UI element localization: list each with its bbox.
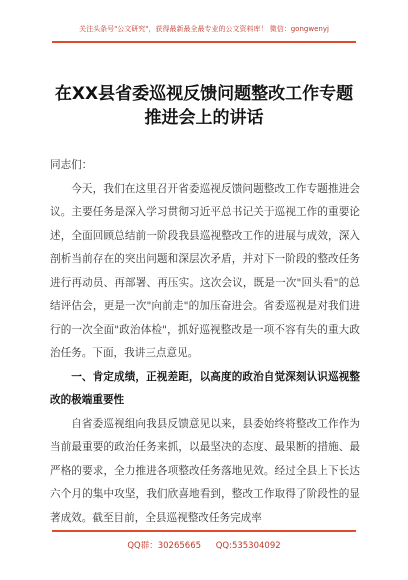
paragraph-intro: 今天，我们在这里召开省委巡视反馈问题整改工作专题推进会议。主要任务是深入学习贯彻习近平总书记关于巡视工作的重要论述，全面回顾总结前一阶段我县巡视整改工作的进展与成效，深入剖析当前存在的突出问题和深层次矛盾，并对下一阶段的整改任务进行再动员、再部署、再压实。这次会议，既是一次"回头看"的总结评估会，更是一次"向前走"的加压奋进会。省委巡视是对我们进行的一次全面"政治体检"，抓好巡视整改是一项不容有失的重大政治任务。下面，我讲三点意见。 (50, 182, 360, 359)
title-line-2: 推进会上的讲话 (144, 108, 264, 128)
footer-qq-group: QQ群：30265665 (127, 541, 202, 551)
title-line-1: 在XX县省委巡视反馈问题整改工作专题 (54, 84, 354, 104)
document-title (40, 82, 368, 130)
document-body (50, 148, 360, 530)
header-banner: 关注头条号"公文研究"，获得最新最全最专业的公文资料库！ 微信：gongwenyj (52, 24, 356, 43)
footer-qq: QQ:535304092 (215, 541, 281, 551)
paragraph-section-1: 自省委巡视组向我县反馈意见以来，县委始终将整改工作作为当前最重要的政治任务来抓，以最坚决的态度、最果断的措施、最严格的要求，全力推进各项整改任务落地见效。经过全县上下长达六个月的集中攻坚，我们欣喜地看到，整改工作取得了阶段性的显著成效。截至目前，全县巡视整改任务完成率 (50, 417, 360, 524)
footer-contact (52, 530, 356, 551)
salutation: 同志们： (50, 159, 93, 171)
section-heading-1: 一、肯定成绩，正视差距，以高度的政治自觉深刻认识巡视整改的极端重要性 (50, 370, 360, 406)
